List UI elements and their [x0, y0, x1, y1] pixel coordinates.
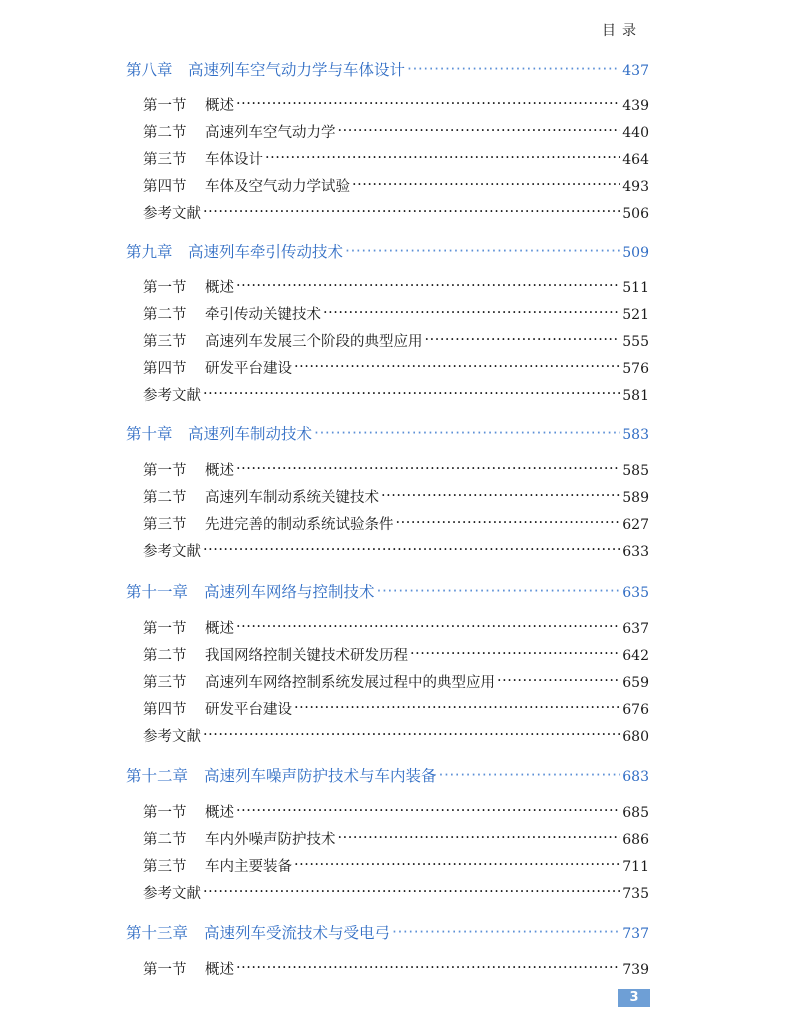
references-title: 参考文献 — [143, 886, 201, 902]
toc-references[interactable] — [143, 540, 649, 561]
chapter-title: 高速列车网络与控制技术 — [204, 583, 375, 601]
section-title: 概述 — [205, 805, 234, 821]
section-page: 659 — [622, 675, 649, 691]
section-page: 637 — [622, 621, 649, 637]
toc-section[interactable] — [143, 276, 649, 297]
dot-leader — [377, 582, 621, 598]
section-title: 车内外噪声防护技术 — [205, 832, 336, 848]
section-number: 第三节 — [143, 334, 187, 350]
section-page: 680 — [622, 729, 649, 745]
toc-references[interactable] — [143, 384, 649, 405]
page-number-badge: 3 — [618, 989, 650, 1007]
chapter-number: 第十一章 — [126, 583, 189, 601]
section-number: 第三节 — [143, 675, 187, 691]
toc-section[interactable] — [143, 671, 649, 692]
dot-leader — [410, 646, 620, 661]
section-page: 642 — [622, 648, 649, 664]
section-number: 第三节 — [143, 517, 187, 533]
section-title: 研发平台建设 — [205, 361, 292, 377]
toc-section[interactable] — [143, 175, 649, 196]
section-number: 第四节 — [143, 361, 187, 377]
toc-chapter-12[interactable] — [126, 764, 649, 786]
toc-section[interactable] — [143, 330, 649, 351]
dot-leader — [294, 359, 620, 374]
section-number: 第一节 — [143, 98, 187, 114]
toc-references[interactable] — [143, 202, 649, 223]
running-header: 目录 — [602, 23, 642, 39]
section-page: 576 — [622, 361, 649, 377]
section-page: 581 — [622, 388, 649, 404]
section-title: 概述 — [205, 98, 234, 114]
section-page: 506 — [622, 206, 649, 222]
chapter-page: 509 — [622, 245, 649, 261]
section-number: 第三节 — [143, 859, 187, 875]
dot-leader — [203, 204, 620, 219]
toc-chapter-13[interactable] — [126, 921, 649, 943]
dot-leader — [236, 619, 620, 634]
chapter-page: 737 — [622, 926, 649, 942]
chapter-title: 高速列车制动技术 — [188, 425, 313, 443]
section-number: 第二节 — [143, 832, 187, 848]
chapter-page: 583 — [622, 427, 649, 443]
toc-references[interactable] — [143, 882, 649, 903]
toc-section[interactable] — [143, 486, 649, 507]
section-page: 686 — [622, 832, 649, 848]
section-number: 第二节 — [143, 490, 187, 506]
toc-section[interactable] — [143, 958, 649, 979]
section-title: 高速列车网络控制系统发展过程中的典型应用 — [205, 675, 495, 691]
references-title: 参考文献 — [143, 206, 201, 222]
section-title: 牵引传动关键技术 — [205, 307, 321, 323]
section-page: 633 — [622, 544, 649, 560]
section-title: 高速列车发展三个阶段的典型应用 — [205, 334, 423, 350]
dot-leader — [294, 857, 620, 872]
toc-section[interactable] — [143, 828, 649, 849]
section-page: 511 — [622, 280, 649, 296]
dot-leader — [236, 96, 620, 111]
dot-leader — [352, 177, 620, 192]
dot-leader — [203, 727, 620, 742]
toc-section[interactable] — [143, 644, 649, 665]
section-page: 676 — [622, 702, 649, 718]
dot-leader — [439, 766, 621, 782]
dot-leader — [323, 305, 620, 320]
toc-section[interactable] — [143, 303, 649, 324]
dot-leader — [203, 386, 620, 401]
dot-leader — [381, 488, 620, 503]
section-title: 高速列车制动系统关键技术 — [205, 490, 379, 506]
dot-leader — [236, 278, 620, 293]
section-title: 高速列车空气动力学 — [205, 125, 336, 141]
chapter-page: 437 — [622, 63, 649, 79]
dot-leader — [338, 123, 621, 138]
dot-leader — [407, 60, 620, 76]
section-number: 第二节 — [143, 648, 187, 664]
section-title: 概述 — [205, 621, 234, 637]
section-number: 第四节 — [143, 179, 187, 195]
toc-section[interactable] — [143, 148, 649, 169]
section-number: 第四节 — [143, 702, 187, 718]
section-page: 685 — [622, 805, 649, 821]
toc-section[interactable] — [143, 801, 649, 822]
section-title: 车体及空气动力学试验 — [205, 179, 350, 195]
section-number: 第一节 — [143, 962, 187, 978]
section-page: 555 — [622, 334, 649, 350]
chapter-number: 第八章 — [126, 61, 173, 79]
section-title: 车体设计 — [205, 152, 263, 168]
section-title: 概述 — [205, 280, 234, 296]
chapter-number: 第十三章 — [126, 924, 189, 942]
dot-leader — [203, 542, 620, 557]
chapter-number: 第九章 — [126, 243, 173, 261]
section-page: 521 — [622, 307, 649, 323]
dot-leader — [425, 332, 621, 347]
toc-section[interactable] — [143, 513, 649, 534]
chapter-title: 高速列车牵引传动技术 — [188, 243, 344, 261]
section-number: 第二节 — [143, 307, 187, 323]
toc-chapter-9[interactable] — [126, 240, 649, 262]
dot-leader — [294, 700, 620, 715]
section-title: 先进完善的制动系统试验条件 — [205, 517, 394, 533]
section-number: 第一节 — [143, 621, 187, 637]
section-page: 589 — [622, 490, 649, 506]
section-number: 第二节 — [143, 125, 187, 141]
section-title: 概述 — [205, 463, 234, 479]
dot-leader — [203, 884, 620, 899]
dot-leader — [392, 923, 620, 939]
section-title: 研发平台建设 — [205, 702, 292, 718]
references-title: 参考文献 — [143, 388, 201, 404]
toc-references[interactable] — [143, 725, 649, 746]
dot-leader — [236, 461, 620, 476]
section-page: 464 — [622, 152, 649, 168]
chapter-title: 高速列车受流技术与受电弓 — [204, 924, 391, 942]
toc-section[interactable] — [143, 94, 649, 115]
dot-leader — [236, 803, 620, 818]
chapter-page: 635 — [622, 585, 649, 601]
toc-section[interactable] — [143, 459, 649, 480]
chapter-title: 高速列车噪声防护技术与车内装备 — [204, 767, 437, 785]
toc-section[interactable] — [143, 357, 649, 378]
section-title: 我国网络控制关键技术研发历程 — [205, 648, 408, 664]
section-title: 车内主要装备 — [205, 859, 292, 875]
toc-chapter-8[interactable] — [126, 58, 649, 80]
dot-leader — [314, 424, 620, 440]
toc-chapter-11[interactable] — [126, 580, 649, 602]
section-number: 第一节 — [143, 463, 187, 479]
dot-leader — [396, 515, 621, 530]
references-title: 参考文献 — [143, 544, 201, 560]
section-page: 585 — [622, 463, 649, 479]
section-number: 第三节 — [143, 152, 187, 168]
toc-chapter-10[interactable] — [126, 422, 649, 444]
section-title: 概述 — [205, 962, 234, 978]
section-number: 第一节 — [143, 280, 187, 296]
section-page: 739 — [622, 962, 649, 978]
dot-leader — [265, 150, 620, 165]
section-page: 440 — [622, 125, 649, 141]
references-title: 参考文献 — [143, 729, 201, 745]
section-page: 493 — [622, 179, 649, 195]
dot-leader — [236, 960, 620, 975]
section-page: 439 — [622, 98, 649, 114]
chapter-title: 高速列车空气动力学与车体设计 — [188, 61, 406, 79]
toc-section[interactable] — [143, 617, 649, 638]
chapter-number: 第十二章 — [126, 767, 189, 785]
section-page: 711 — [622, 859, 649, 875]
dot-leader — [338, 830, 621, 845]
section-page: 627 — [622, 517, 649, 533]
section-page: 735 — [622, 886, 649, 902]
chapter-number: 第十章 — [126, 425, 173, 443]
toc-section[interactable] — [143, 698, 649, 719]
chapter-page: 683 — [622, 769, 649, 785]
toc-section[interactable] — [143, 855, 649, 876]
dot-leader — [345, 242, 620, 258]
section-number: 第一节 — [143, 805, 187, 821]
dot-leader — [497, 673, 620, 688]
toc-section[interactable] — [143, 121, 649, 142]
